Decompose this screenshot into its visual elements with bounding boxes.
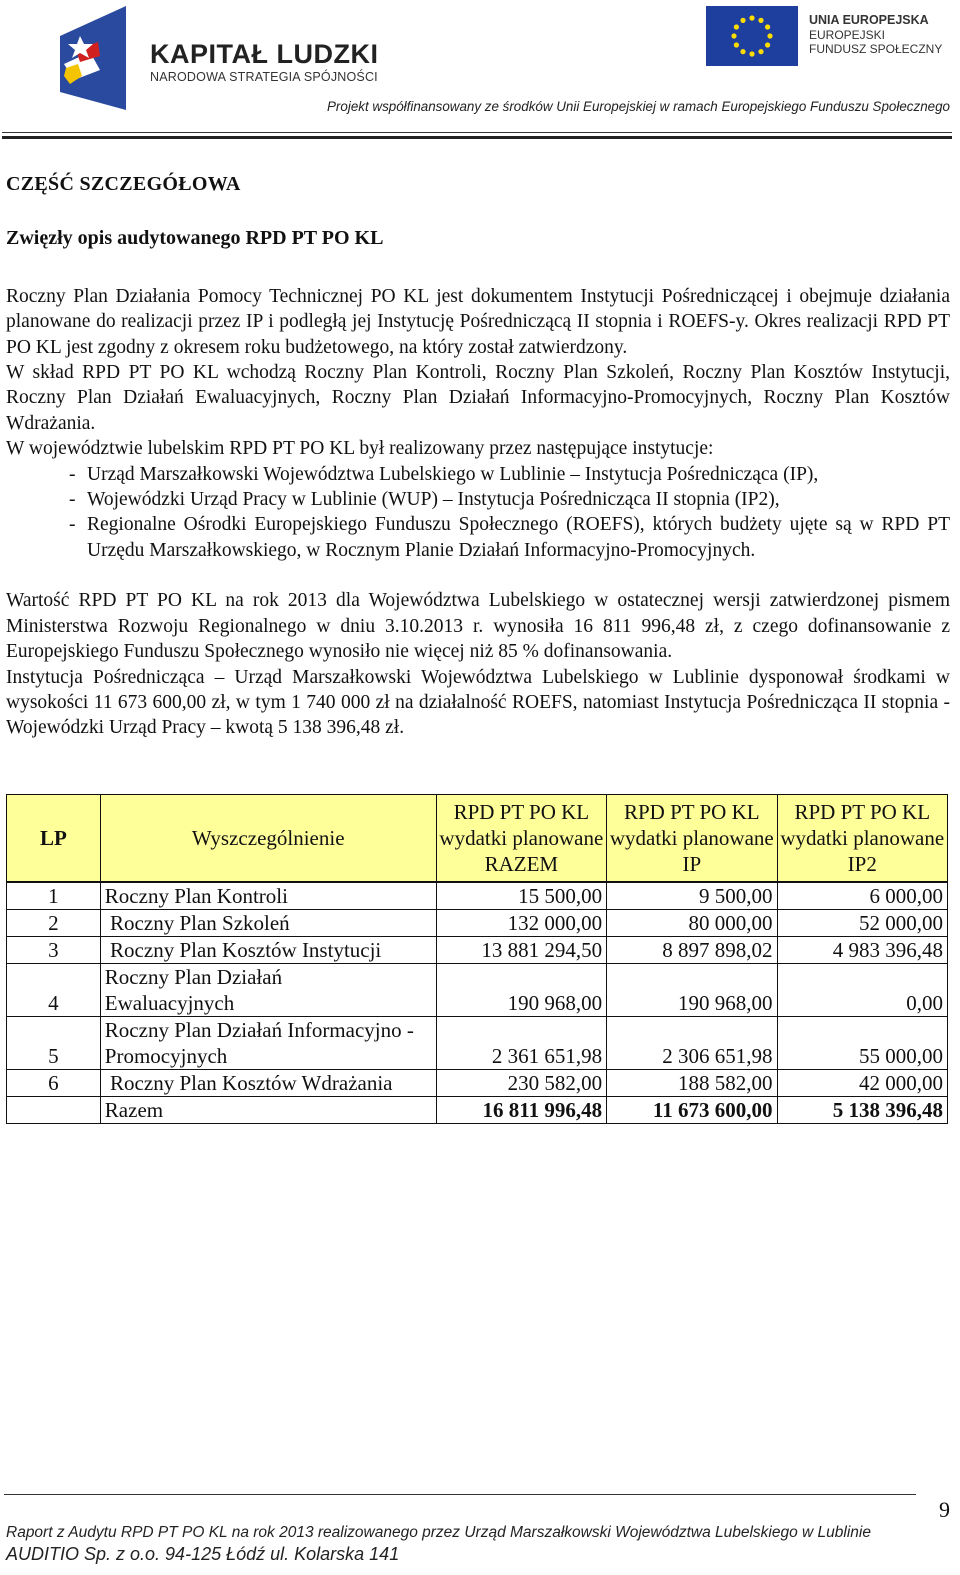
paragraph-funds-allocation: Instytucja Pośrednicząca – Urząd Marszałkowski Województwa Lubelskiego w Lublinie dysponował środkami w wysokości 11 673 600,00 zł, w tym 1 740 000 zł na działalność ROEFS, natomiast Instytucja Pośrednicząca II stopnia - Wojewódzki Urząd Pracy – kwotą 5 138 396,48 zł. — [6, 666, 950, 739]
header-line: RPD PT PO KL — [794, 800, 931, 824]
cell-ip-sum: 11 673 600,00 — [607, 1097, 777, 1124]
cell-description — [100, 883, 436, 910]
header-lp: LP — [7, 795, 101, 882]
logo-title: KAPITAŁ LUDZKI — [150, 39, 379, 69]
header-line: IP — [682, 852, 702, 876]
cell-total: 13 881 294,50 — [436, 937, 606, 964]
cell-description — [100, 910, 436, 937]
page-number: 9 — [939, 1497, 950, 1522]
cell-total: 15 500,00 — [436, 883, 606, 910]
table-row — [7, 1017, 948, 1070]
table-row — [7, 964, 948, 1017]
kapital-ludzki-wordmark — [150, 40, 378, 84]
cell-total-sum: 16 811 996,48 — [436, 1097, 606, 1124]
cell-lp: 6 — [7, 1070, 101, 1097]
header-line: wydatki planowane — [609, 826, 774, 850]
section-title: CZĘŚĆ SZCZEGÓŁOWA — [6, 173, 241, 195]
page-header — [0, 0, 960, 150]
table-header-row — [7, 795, 948, 882]
cell-ip2: 52 000,00 — [777, 910, 947, 937]
cell-ip2: 42 000,00 — [777, 1070, 947, 1097]
cell-lp: 4 — [7, 964, 101, 1017]
cell-ip: 188 582,00 — [607, 1070, 777, 1097]
cell-ip: 9 500,00 — [607, 883, 777, 910]
footer-rule — [4, 1494, 916, 1495]
list-item: - Urząd Marszałkowski Województwa Lubelskiego w Lublinie – Instytucja Pośrednicząca (IP), — [6, 462, 950, 487]
logo-subtitle: NARODOWA STRATEGIA SPÓJNOŚCI — [150, 70, 378, 84]
table-row — [7, 1070, 948, 1097]
description-line: Roczny Plan Kosztów Instytucji — [104, 938, 382, 962]
table-row — [7, 937, 948, 964]
eu-wordmark — [809, 13, 942, 56]
page-footer — [6, 1523, 871, 1565]
paragraph-plan-components: W skład RPD PT PO KL wchodzą Roczny Plan Kontroli, Roczny Plan Szkoleń, Roczny Plan Kosztów Instytucji, Roczny Plan Działań Ewaluacyjnych, Roczny Plan Działań Informacyjno-Promocyjnych, Roczny Plan Kosztów Wdrażania. — [6, 362, 950, 434]
description-line: Roczny Plan Kosztów Wdrażania — [104, 1071, 393, 1095]
cell-ip: 8 897 898,02 — [607, 937, 777, 964]
cell-description — [100, 937, 436, 964]
eu-flag-icon — [706, 6, 798, 66]
cell-ip2: 6 000,00 — [777, 883, 947, 910]
header-description: Wyszczególnienie — [100, 795, 436, 882]
footer-company-address: AUDITIO Sp. z o.o. 94-125 Łódź ul. Kolarska 141 — [6, 1544, 400, 1564]
institutions-list — [6, 462, 950, 564]
kapital-ludzki-logo-icon — [60, 6, 126, 110]
header-rule-thick — [2, 136, 952, 139]
header-line: wydatki planowane — [439, 826, 604, 850]
table-row — [7, 910, 948, 937]
header-ip2-planned — [777, 795, 947, 882]
description-line: Roczny Plan Działań Informacyjno - — [104, 1018, 414, 1042]
cell-description — [100, 1070, 436, 1097]
cell-total: 2 361 651,98 — [436, 1017, 606, 1070]
cell-lp: 5 — [7, 1017, 101, 1070]
paragraph-plan-value: Wartość RPD PT PO KL na rok 2013 dla Województwa Lubelskiego w ostatecznej wersji zatwierdzonej pismem Ministerstwa Rozwoju Regionalnego w dniu 3.10.2013 r. wynosiła 16 811 996,48 zł, z czego dofinansowanie z Europejskiego Funduszu Społecznego wynosiło nie więcej niż 85 % dofinansowania. — [6, 590, 950, 663]
footer-report-title: Raport z Audytu RPD PT PO KL na rok 2013 realizowanego przez Urząd Marszałkowski Województwa Lubelskiego w Lublinie — [6, 1524, 871, 1541]
paragraph-plan-description: Roczny Plan Działania Pomocy Technicznej PO KL jest dokumentem Instytucji Pośredniczącej i obejmuje działania planowane do realizacji przez IP i podległą jej Instytucję Pośredniczącą II stopnia i ROEFS-y. Okres realizacji RPD PT PO KL jest zgodny z okresem roku budżetowego, na który został zatwierdzony. — [6, 285, 950, 358]
cell-lp: 1 — [7, 883, 101, 910]
cell-description — [100, 964, 436, 1017]
document-body — [6, 172, 950, 741]
cell-total-label: Razem — [100, 1097, 436, 1124]
cell-lp-empty — [7, 1097, 101, 1124]
list-item: - Regionalne Ośrodki Europejskiego Funduszu Społecznego (ROEFS), których budżety ujęte są w RPD PT Urzędu Marszałkowskiego, w Rocznym Planie Działań Informacyjno-Promocyjnych. — [6, 512, 950, 563]
header-line: RPD PT PO KL — [624, 800, 760, 824]
description-line: Ewaluacyjnych — [104, 991, 235, 1015]
cell-ip2: 4 983 396,48 — [777, 937, 947, 964]
header-ip-planned — [607, 795, 777, 882]
description-line: Promocyjnych — [104, 1044, 228, 1068]
table-row — [7, 883, 948, 910]
header-total-planned — [436, 795, 606, 882]
cell-total: 190 968,00 — [436, 964, 606, 1017]
description-line: Roczny Plan Szkoleń — [104, 911, 290, 935]
cell-ip: 2 306 651,98 — [607, 1017, 777, 1070]
cell-ip: 190 968,00 — [607, 964, 777, 1017]
project-cofinancing-line: Projekt współfinansowany ze środków Unii Europejskiej w ramach Europejskiego Funduszu Społecznego — [327, 99, 950, 114]
cell-total: 132 000,00 — [436, 910, 606, 937]
cell-description — [100, 1017, 436, 1070]
header-line: wydatki planowane — [780, 826, 945, 850]
eu-line-2: EUROPEJSKI — [809, 28, 886, 42]
subsection-title: Zwięzły opis audytowanego RPD PT PO KL — [6, 227, 384, 250]
header-rule-thin — [2, 132, 952, 133]
cell-ip2: 0,00 — [777, 964, 947, 1017]
cell-ip2-sum: 5 138 396,48 — [777, 1097, 947, 1124]
cell-lp: 2 — [7, 910, 101, 937]
eu-line-1: UNIA EUROPEJSKA — [809, 13, 929, 27]
header-line: RPD PT PO KL — [453, 800, 590, 824]
header-line: IP2 — [847, 852, 877, 876]
cell-lp: 3 — [7, 937, 101, 964]
cell-ip: 80 000,00 — [607, 910, 777, 937]
eu-line-3: FUNDUSZ SPOŁECZNY — [809, 42, 943, 56]
description-line: Roczny Plan Kontroli — [104, 884, 288, 908]
list-item: - Wojewódzki Urząd Pracy w Lublinie (WUP) – Instytucja Pośrednicząca II stopnia (IP2), — [6, 487, 950, 512]
header-line: RAZEM — [484, 852, 559, 876]
budget-table — [6, 794, 948, 1124]
table-total-row — [7, 1097, 948, 1124]
cell-ip2: 55 000,00 — [777, 1017, 947, 1070]
description-line: Roczny Plan Działań — [104, 965, 283, 989]
paragraph-institutions-intro: W województwie lubelskim RPD PT PO KL był realizowany przez następujące instytucje: — [6, 438, 714, 460]
cell-total: 230 582,00 — [436, 1070, 606, 1097]
